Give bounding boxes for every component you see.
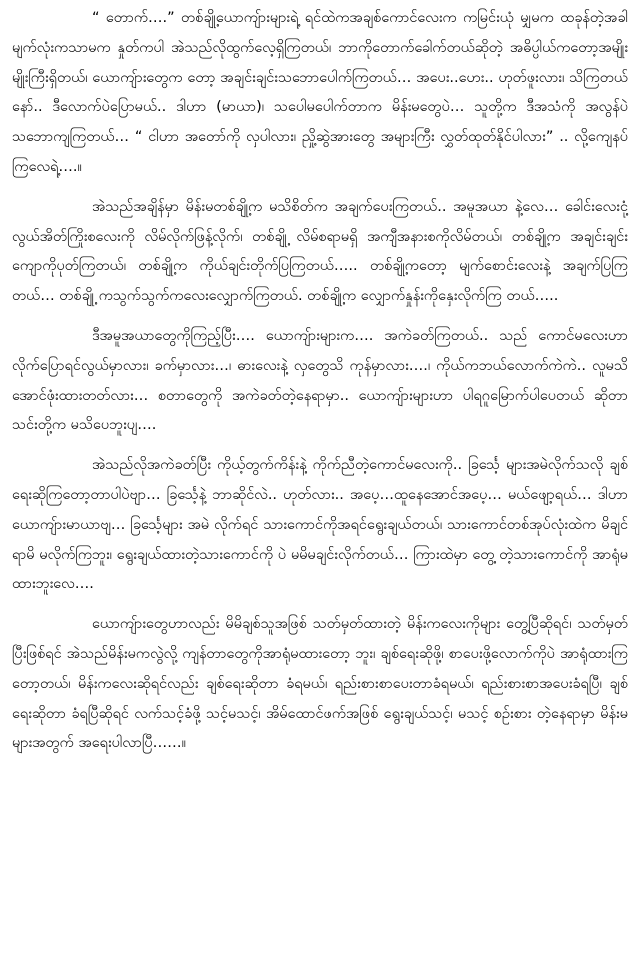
paragraph-5: ယောကျ်ားတွေဟာလည်း မိမိချစ်သူအဖြစ် သတ်မှတ်ထားတဲ့ မိန်းကလေးကိုများ တွေ့ပြီဆိုရင်၊ သတ်မှတ်ပြီးဖြစ်ရင် အဲသည်မိန်းမကလွဲလို့ ကျန်တာတွေကိုအာရုံမထားတော့ ဘူး၊ ချစ်ရေးဆိုဖို့၊ စာပေးဖို့လောက်ကိုပဲ အာရုံထားကြတော့တယ်၊ မိန်းကလေးဆိုရင်လည်း ချစ်ရေးဆိုတာ ခံရမယ်၊ ရည်းစားစာပေးတာခံရမယ်၊ ရည်းစားစာအပေးခံရပြီ၊ ချစ်ရေးဆိုတာ ခံရပြီဆိုရင် လက်သင့်ခံဖို့ သင့်မသင့်၊ အိမ်ထောင်ဖက်အဖြစ် ရွေးချယ်သင့်၊ မသင့် စဉ်းစား တဲ့နေရာမှာ မိန်းမများအတွက် အရေးပါလာပြီ……။ bbox=[12, 616, 628, 752]
paragraph-4: အဲသည်လိုအကဲခတ်ပြီး ကိုယ့်တွက်ကိန်းနဲ့ ကိုက်ညီတဲ့ကောင်မလေးကို.. ခြင်္သေ့ များအမဲလိုက်သလို ချစ်ရေးဆိုကြတော့တာပါပဲဗျာ… ခြင်္သေ့နဲ့ ဘာဆိုင်လဲ.. ဟုတ်လား.. အပေ့…ထူနေအောင်အပေ့… မယ်ဖျော့ရယ်… ဒါဟာ ယောကျ်ားမာယာဗျ… ခြင်္သေ့များ အမဲ လိုက်ရင် သားကောင်ကိုအရင်ရွေးချယ်တယ်၊ သားကောင်တစ်အုပ်လုံးထဲက မိချင်ရာမိ မလိုက်ကြဘူး၊ ရွေးချယ်ထားတဲ့သားကောင်ကို ပဲ မမိမချင်းလိုက်တယ်… ကြားထဲမှာ တွေ့ တဲ့သားကောင်ကို အာရုံမထားဘူးလေ…. bbox=[12, 457, 628, 593]
paragraph-2: အဲသည်အချိန်မှာ မိန်းမတစ်ချို့က မသိစိတ်က အချက်ပေးကြတယ်.. အမူအယာ နဲ့လေ… ခေါင်းလေးငုံ့ လွယ်အိတ်ကြိုးစလေးကို လိမ်လိုက်ဖြန့်လိုက်၊ တစ်ချို့ လိမ်စရာမရှိ အကျီအနားစကိုလိမ်တယ်၊ တစ်ချို့က အချင်းချင်းကျောကိုပုတ်ကြတယ်၊ တစ်ချို့က ကိုယ်ချင်းတိုက်ပြကြတယ်….. တစ်ချို့ကတော့ မျက်စောင်းလေးနဲ့ အချက်ပြကြတယ်… တစ်ချို့ ကသွက်သွက်ကလေးလျှောက်ကြတယ်. တစ်ချို့က လျှောက်နှုန်းကိုနှေးလိုက်ကြ တယ်….. bbox=[12, 198, 628, 305]
paragraph-1: “ တောက်….” တစ်ချို့ယောကျ်ားများရဲ့ ရင်ထဲကအချစ်ကောင်လေးက ကမြင်းယုံ မျှမက ထခုန်တဲ့အခါ မျက်လုံးကသာမက နှုတ်ကပါ အဲသည်လိုထွက်လေ့ရှိကြတယ်၊ ဘာကိုတောက်ခေါက်တယ်ဆိုတဲ့ အဓိပ္ပါယ်ကတော့အမျိုးမျိုးကြီးရှိတယ်၊ ယောကျ်ားတွေက တော့ အချင်းချင်းသဘောပေါက်ကြတယ်… အပေး..ဟေး.. ဟုတ်ဖူးလား၊ သိကြတယ်နော်.. ဒီလောက်ပဲပြောမယ်.. ဒါဟာ (မာယာ)၊ သပေါမပေါက်တာက မိန်းမတွေပဲ… သူတို့က ဒီအသံကို အလွန်ပဲသဘောကျကြတယ်… “ ငါဟာ အတော်ကို လှပါလား၊ ညှို့ဆွဲအားတွေ အများကြီး လွှတ်ထုတ်နိုင်ပါလား” .. လို့ကျေနပ်ကြလေရဲ့….။ bbox=[12, 10, 628, 175]
paragraph-3: ဒီအမူအယာတွေကိုကြည့်ပြီး…. ယောကျ်ားများက…. အကဲခတ်ကြတယ်.. သည် ကောင်မလေးဟာ လိုက်ပြောရင်လွယ်မှာလား၊ ခက်မှာလား…၊ ဓားလေးနဲ့ လှတွေသိ ကုန်မှာလား….၊ ကိုယ်ကဘယ်လောက်ကဲကဲ.. လူမသိအောင်ဖုံးထားတတ်လား… စတာတွေကို အကဲခတ်တဲ့နေရာမှာ.. ယောကျ်ားများဟာ ပါရဂူမြောက်ပါပေတယ် ဆိုတာ သင်းတို့က မသိပေဘူးပျ…. bbox=[12, 327, 628, 434]
